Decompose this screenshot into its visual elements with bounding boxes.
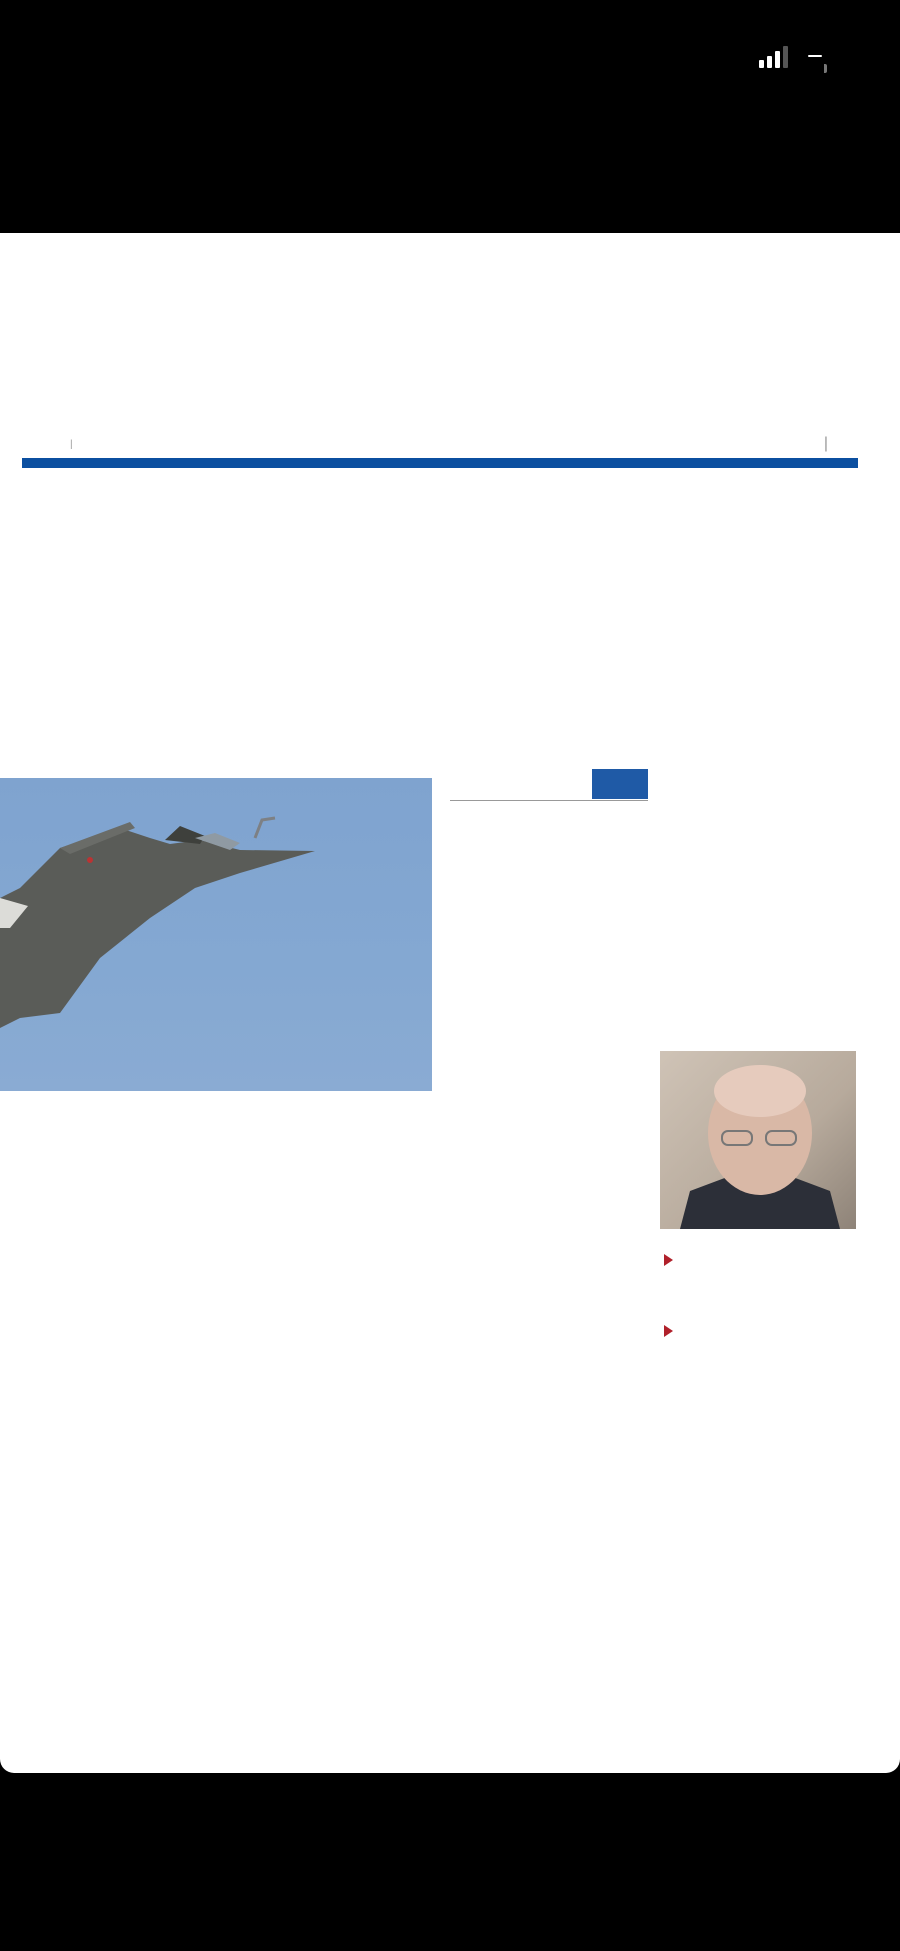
vijesti-logo <box>592 769 648 799</box>
battery-icon <box>808 55 822 57</box>
newspaper-header <box>22 435 858 455</box>
quote-marker-icon <box>664 1325 673 1337</box>
divider <box>450 800 648 801</box>
quote-marker-icon <box>664 1254 673 1266</box>
issue-date: | <box>70 439 73 450</box>
section-color-bar <box>22 458 858 468</box>
status-bar <box>0 0 900 233</box>
fighter-jet-illustration <box>0 778 432 1091</box>
rafale-jet-photo <box>0 778 432 1091</box>
divider: | <box>823 435 828 452</box>
cellular-signal-icon <box>759 44 788 68</box>
blagoje-grahovac-photo <box>660 1051 856 1229</box>
portrait-illustration <box>660 1051 856 1229</box>
status-icons <box>759 44 822 68</box>
newspaper-page[interactable] <box>0 233 900 1773</box>
